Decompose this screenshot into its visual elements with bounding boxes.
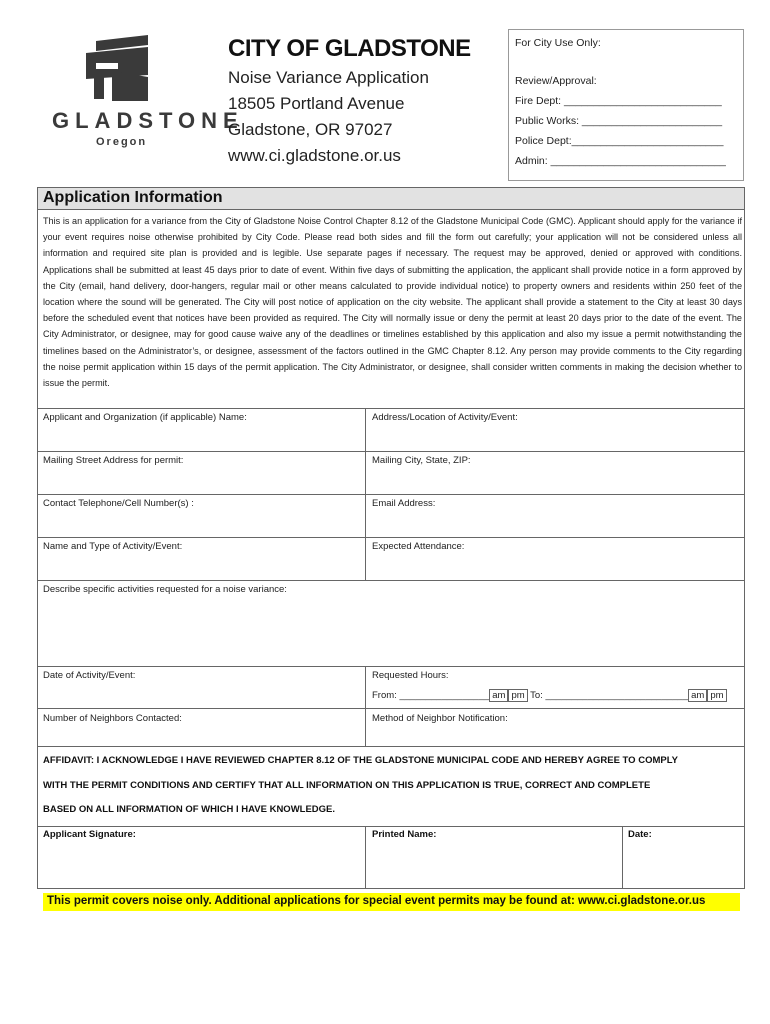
column-divider	[365, 408, 366, 580]
row-divider	[37, 666, 745, 667]
to-am-option[interactable]: am	[688, 689, 707, 702]
form-title: Noise Variance Application	[228, 68, 429, 87]
section-title: Application Information	[43, 189, 223, 206]
city-title: CITY OF GLADSTONE	[228, 35, 471, 62]
requested-hours-label: Requested Hours:	[372, 670, 449, 681]
city-use-title: For City Use Only:	[515, 37, 601, 49]
from-pm-option[interactable]: pm	[508, 689, 527, 702]
activity-address-field[interactable]: Address/Location of Activity/Event:	[372, 412, 518, 423]
event-date-field[interactable]: Date of Activity/Event:	[43, 670, 136, 681]
to-time-field[interactable]: To: ___________________________	[530, 690, 689, 701]
describe-activities-field[interactable]: Describe specific activities requested for a noise variance:	[43, 584, 287, 595]
email-field[interactable]: Email Address:	[372, 498, 436, 509]
to-pm-option[interactable]: pm	[707, 689, 726, 702]
row-divider	[37, 451, 745, 452]
row-divider	[37, 708, 745, 709]
activity-type-field[interactable]: Name and Type of Activity/Event:	[43, 541, 183, 552]
police-dept-field: Police Dept:__________________________	[515, 135, 724, 147]
section-header	[38, 188, 744, 210]
website: www.ci.gladstone.or.us	[228, 146, 401, 165]
review-label: Review/Approval:	[515, 75, 597, 87]
address-line-2: Gladstone, OR 97027	[228, 120, 393, 139]
row-divider	[37, 746, 745, 747]
logo-subtitle: Oregon	[96, 136, 148, 148]
printed-name-field[interactable]: Printed Name:	[372, 829, 437, 840]
notification-method-field[interactable]: Method of Neighbor Notification:	[372, 713, 508, 724]
applicant-name-field[interactable]: Applicant and Organization (if applicable) Name:	[43, 412, 247, 423]
row-divider	[37, 580, 745, 581]
footer-text: This permit covers noise only. Additional applications for special event permits may be found at: www.ci.gladstone.or.us	[47, 895, 706, 907]
affidavit-line-2: WITH THE PERMIT CONDITIONS AND CERTIFY THAT ALL INFORMATION ON THIS APPLICATION IS TRUE, CORRECT AND COMPLETE	[43, 780, 651, 791]
intro-text: This is an application for a variance from the City of Gladstone Noise Control Chapter 8.12 of the Gladstone Municipal Code (GMC). Applicant should apply for the variance if your event requires noise otherwise prohibited by City Code. Please read both sides and fill the form out carefully; your application will not be considered unless all information and required site plan is provided and is legible. Use separate pages if necessary. The request may be approved, denied or approved with conditions. Applications shall be submitted at least 45 days prior to date of event. Within five days of submitting the application, the applicant shall provide notice in a form approved by the City (email, hand delivery, door-hangers, regular mail or other means calculated to provide individual notice) to property owners and residents within 250 feet of the location where the sound will be generated. The City will post notice of application on the city website. The applicant shall provide a statement to the City at least 30 days before the scheduled event that notices have been provided as required. The City will normally issue or deny the permit at least 20 days prior to the date of the event. The City Administrator, or designee, may for good cause waive any of the deadlines or timelines established by this application and also my issue a permit notwithstanding the timelines based on the Administrator’s, or designee, assessment of the factors outlined in the GMC Chapter 8.12. Any person may provide comments to the City regarding the noise permit application within 15 days of the permit application. The City Administrator, or designee, shall consider written comments in making the decision whether to issue the permit.	[43, 216, 742, 389]
column-divider	[365, 666, 366, 746]
from-time-field[interactable]: From: _________________	[372, 690, 490, 701]
row-divider	[37, 537, 745, 538]
from-am-option[interactable]: am	[489, 689, 508, 702]
neighbors-contacted-field[interactable]: Number of Neighbors Contacted:	[43, 713, 182, 724]
public-works-field: Public Works: ________________________	[515, 115, 723, 127]
applicant-signature-field[interactable]: Applicant Signature:	[43, 829, 136, 840]
mailing-city-field[interactable]: Mailing City, State, ZIP:	[372, 455, 471, 466]
affidavit-line-3: BASED ON ALL INFORMATION OF WHICH I HAVE KNOWLEDGE.	[43, 804, 336, 815]
row-divider	[37, 826, 745, 827]
row-divider	[37, 408, 745, 409]
footer-note	[43, 893, 740, 911]
fire-dept-field: Fire Dept: ___________________________	[515, 95, 722, 107]
hours-row	[372, 690, 727, 701]
attendance-field[interactable]: Expected Attendance:	[372, 541, 465, 552]
signature-date-field[interactable]: Date:	[628, 829, 652, 840]
column-divider	[365, 826, 366, 889]
city-use-box	[508, 29, 744, 181]
address-line-1: 18505 Portland Avenue	[228, 94, 405, 113]
affidavit-line-1: AFFIDAVIT: I ACKNOWLEDGE I HAVE REVIEWED CHAPTER 8.12 OF THE GLADSTONE MUNICIPAL CODE AND HEREBY AGREE TO COMPLY	[43, 755, 678, 766]
admin-field: Admin: ______________________________	[515, 155, 726, 167]
row-divider	[37, 494, 745, 495]
phone-field[interactable]: Contact Telephone/Cell Number(s) :	[43, 498, 194, 509]
column-divider	[622, 826, 623, 889]
mailing-street-field[interactable]: Mailing Street Address for permit:	[43, 455, 184, 466]
gladstone-logo-icon	[82, 35, 154, 103]
logo-wordmark: GLADSTONE	[52, 108, 244, 133]
